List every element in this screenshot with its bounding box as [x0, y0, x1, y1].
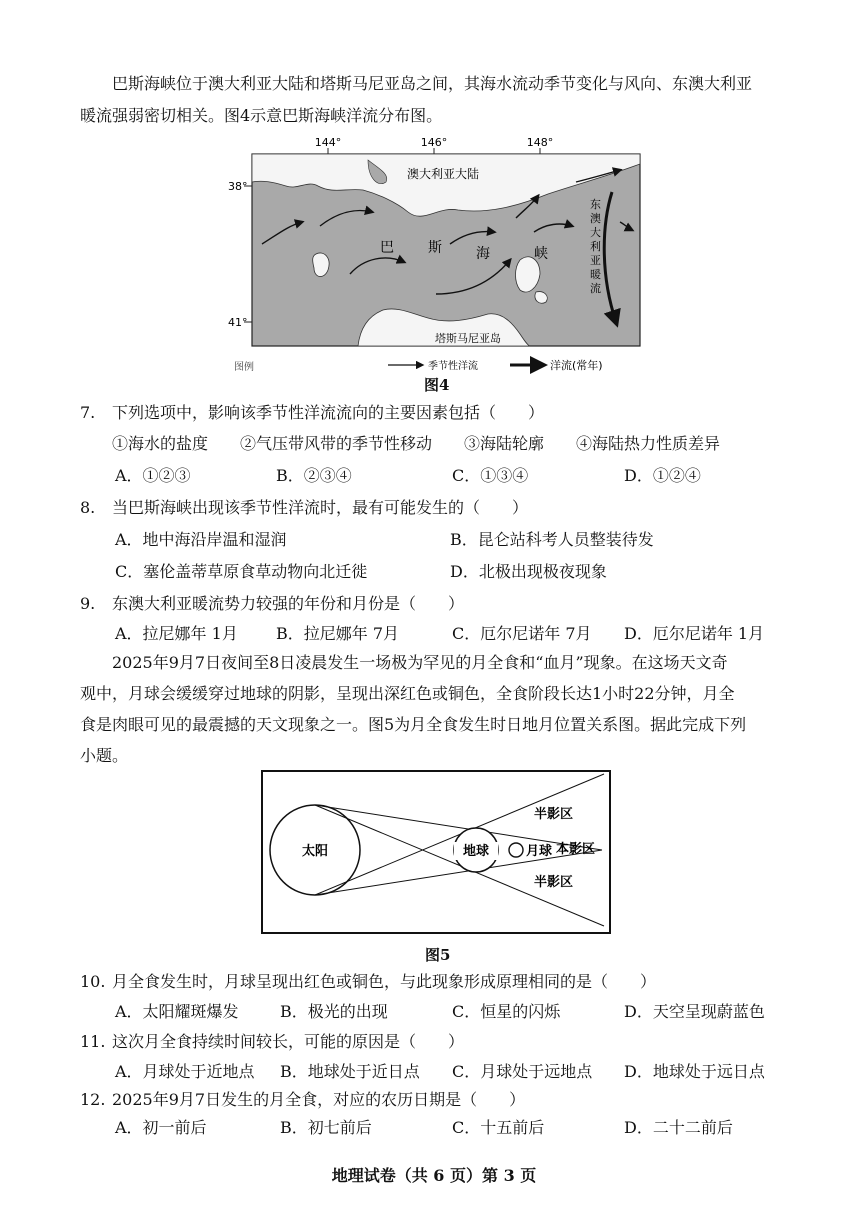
figure5-caption: 图5	[425, 946, 451, 964]
intro2-line4: 小题。	[80, 746, 129, 765]
q7-option-a[interactable]: A．①②③	[115, 466, 191, 485]
q8-option-c[interactable]: C．塞伦盖蒂草原食草动物向北迁徙	[115, 562, 368, 581]
q11-stem: 这次月全食持续时间较长，可能的原因是（ ）	[112, 1032, 465, 1051]
king-island	[313, 253, 329, 277]
figure4-caption: 图4	[424, 376, 450, 394]
legend-title: 图例	[234, 362, 254, 373]
strait-char-3: 海	[476, 246, 490, 262]
q8-option-b[interactable]: B．昆仑站科考人员整装待发	[450, 530, 654, 549]
lon-label-146: 146°	[420, 136, 448, 149]
q10-option-d[interactable]: D．天空呈现蔚蓝色	[624, 1002, 765, 1021]
strait-char-1: 巴	[380, 240, 394, 256]
q9-option-a[interactable]: A．拉尼娜年 1月	[115, 624, 238, 643]
q7-number: 7.	[80, 403, 96, 422]
page-footer: 地理试卷（共 6 页）第 3 页	[331, 1166, 537, 1185]
legend-seasonal: 季节性洋流	[428, 361, 478, 372]
penumbra-top-label: 半影区	[534, 807, 574, 822]
eac-char-5: 亚	[590, 254, 601, 267]
intro1-line1: 巴斯海峡位于澳大利亚大陆和塔斯马尼亚岛之间，其海水流动季节变化与风向、东澳大利亚	[112, 74, 753, 93]
q10-option-a[interactable]: A．太阳耀斑爆发	[115, 1002, 239, 1021]
q11-option-a[interactable]: A．月球处于近地点	[115, 1062, 255, 1081]
q12-number: 12.	[80, 1090, 106, 1109]
intro2-line2: 观中，月球会缓缓穿过地球的阴影，呈现出深红色或铜色，全食阶段长达1小时22分钟，月全	[80, 684, 735, 703]
q10-option-b[interactable]: B．极光的出现	[280, 1002, 388, 1021]
strait-char-2: 斯	[428, 240, 442, 256]
eac-char-7: 流	[590, 282, 601, 295]
q10-stem: 月全食发生时，月球呈现出红色或铜色，与此现象形成原理相同的是（ ）	[112, 972, 657, 991]
moon-circle	[509, 843, 523, 857]
q9-number: 9.	[80, 594, 96, 613]
q11-option-c[interactable]: C．月球处于远地点	[452, 1062, 593, 1081]
eac-char-6: 暖	[590, 268, 601, 281]
strait-char-4: 峡	[534, 246, 548, 262]
q12-option-b[interactable]: B．初七前后	[280, 1118, 372, 1137]
q9-option-b[interactable]: B．拉尼娜年 7月	[276, 624, 400, 643]
umbra-label: 本影区	[556, 842, 596, 857]
q12-stem: 2025年9月7日发生的月全食，对应的农历日期是（ ）	[112, 1090, 526, 1109]
q11-option-b[interactable]: B．地球处于近日点	[280, 1062, 420, 1081]
q12-option-c[interactable]: C．十五前后	[452, 1118, 545, 1137]
q12-option-a[interactable]: A．初一前后	[115, 1118, 207, 1137]
q9-stem: 东澳大利亚暖流势力较强的年份和月份是（ ）	[112, 594, 465, 613]
moon-label: 月球	[526, 844, 553, 859]
sun-label: 太阳	[301, 844, 329, 859]
earth-label: 地球	[462, 844, 490, 859]
eac-char-4: 利	[590, 240, 601, 253]
q7-stem: 下列选项中，影响该季节性洋流流向的主要因素包括（ ）	[112, 403, 545, 422]
lon-label-148: 148°	[526, 136, 554, 149]
q10-number: 10.	[80, 972, 106, 991]
q9-option-d[interactable]: D．厄尔尼诺年 1月	[624, 624, 765, 643]
intro2-line3: 食是肉眼可见的最震撼的天文现象之一。图5为月全食发生时日地月位置关系图。据此完成下列	[80, 715, 747, 734]
q8-number: 8.	[80, 498, 96, 517]
lat-label-41: 41°	[228, 316, 248, 329]
intro1-line2: 暖流强弱密切相关。图4示意巴斯海峡洋流分布图。	[80, 106, 443, 125]
q11-number: 11.	[80, 1032, 106, 1051]
legend-perennial: 洋流(常年)	[550, 359, 603, 372]
mainland-label: 澳大利亚大陆	[406, 167, 480, 181]
q7-option-c[interactable]: C．①③④	[452, 466, 529, 485]
q8-stem: 当巴斯海峡出现该季节性洋流时，最有可能发生的（ ）	[112, 498, 529, 517]
q7-option-b[interactable]: B．②③④	[276, 466, 352, 485]
penumbra-bottom-label: 半影区	[534, 875, 574, 890]
eclipse-diagram	[258, 768, 618, 938]
q8-option-a[interactable]: A．地中海沿岸温和湿润	[115, 530, 287, 549]
intro2-line1: 2025年9月7日夜间至8日凌晨发生一场极为罕见的月全食和“血月”现象。在这场天文奇	[112, 653, 728, 672]
tasmania-label: 塔斯马尼亚岛	[435, 332, 501, 345]
q8-option-d[interactable]: D．北极出现极夜现象	[450, 562, 607, 581]
q7-option-d[interactable]: D．①②④	[624, 466, 701, 485]
q10-option-c[interactable]: C．恒星的闪烁	[452, 1002, 561, 1021]
q11-option-d[interactable]: D．地球处于远日点	[624, 1062, 765, 1081]
q9-option-c[interactable]: C．厄尔尼诺年 7月	[452, 624, 592, 643]
lon-label-144: 144°	[314, 136, 342, 149]
lat-label-38: 38°	[228, 180, 248, 193]
bass-strait-map	[228, 134, 648, 374]
eac-char-2: 澳	[590, 212, 601, 225]
q12-option-d[interactable]: D．二十二前后	[624, 1118, 733, 1137]
q7-items: ①海水的盐度 ②气压带风带的季节性移动 ③海陆轮廓 ④海陆热力性质差异	[112, 434, 721, 453]
eac-char-1: 东	[590, 198, 601, 211]
eac-char-3: 大	[590, 226, 601, 239]
